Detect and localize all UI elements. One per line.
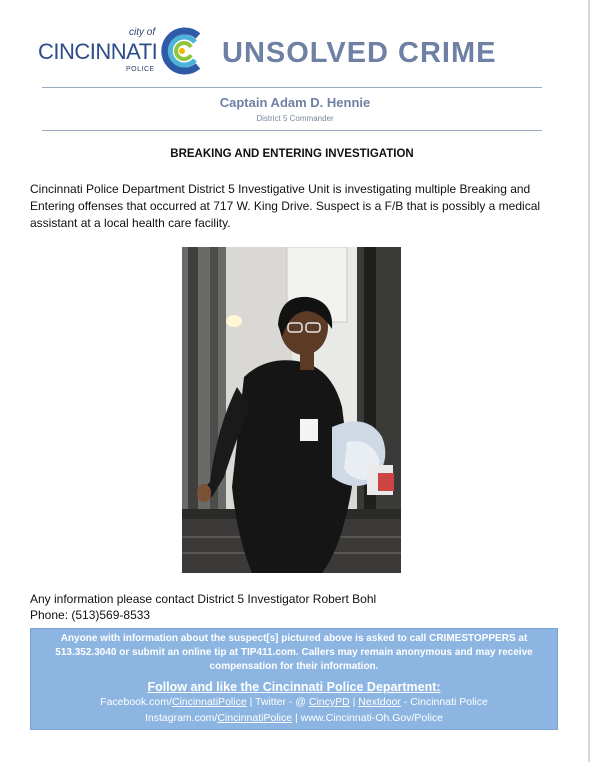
- investigation-description: Cincinnati Police Department District 5 Investigative Unit is investigating multiple Breaking and Entering offenses that occurred at 717 W. King Drive. Suspect is a F/B that is possibly a medical assistant at a local health care facility.: [30, 182, 541, 230]
- cincinnati-police-logo: [36, 26, 206, 78]
- district-title: District 5 Commander: [256, 114, 334, 123]
- nextdoor-link[interactable]: Nextdoor: [358, 696, 401, 708]
- header-divider-bottom: [42, 130, 542, 131]
- header-divider-top: [42, 87, 542, 88]
- contact-investigator: Any information please contact District 5 Investigator Robert Bohl: [30, 592, 377, 606]
- logo-sub: POLICE: [126, 66, 155, 73]
- separator: |: [349, 696, 359, 708]
- instagram-link[interactable]: CincinnatiPolice: [217, 712, 293, 724]
- instagram-prefix: Instagram.com/: [144, 712, 218, 724]
- crimestoppers-box: [30, 628, 558, 730]
- contact-phone: Phone: (513)569-8533: [30, 608, 151, 622]
- facebook-prefix: Facebook.com/: [100, 696, 172, 708]
- twitter-link[interactable]: CincyPD: [308, 696, 350, 708]
- c-swirl-icon: [158, 26, 206, 76]
- page-title: UNSOLVED CRIME: [222, 37, 497, 69]
- suspect-photo: [182, 247, 401, 573]
- investigation-heading: BREAKING AND ENTERING INVESTIGATION: [170, 148, 414, 160]
- captain-name: Captain Adam D. Hennie: [219, 95, 371, 110]
- follow-heading: Follow and like the Cincinnati Police Department:: [147, 680, 441, 694]
- website-link[interactable]: | www.Cincinnati-Oh.Gov/Police: [292, 712, 444, 724]
- logo-name: CINCINNATI: [38, 39, 158, 64]
- nextdoor-suffix: - Cincinnati Police: [400, 696, 488, 708]
- crimestoppers-text: Anyone with information about the suspect[s] pictured above is asked to call CRIMESTOPPERS at 513.352.3040 or submit an online tip at TIP411.com. Callers may remain anonymous and may receive compensation for their information.: [55, 633, 533, 672]
- facebook-link[interactable]: CincinnatiPolice: [171, 696, 247, 708]
- logo-city-of: city of: [129, 27, 156, 38]
- contact-info: [30, 591, 376, 623]
- social-line-2: [31, 711, 557, 726]
- twitter-prefix: | Twitter - @: [246, 696, 309, 708]
- social-line-1: [31, 695, 557, 710]
